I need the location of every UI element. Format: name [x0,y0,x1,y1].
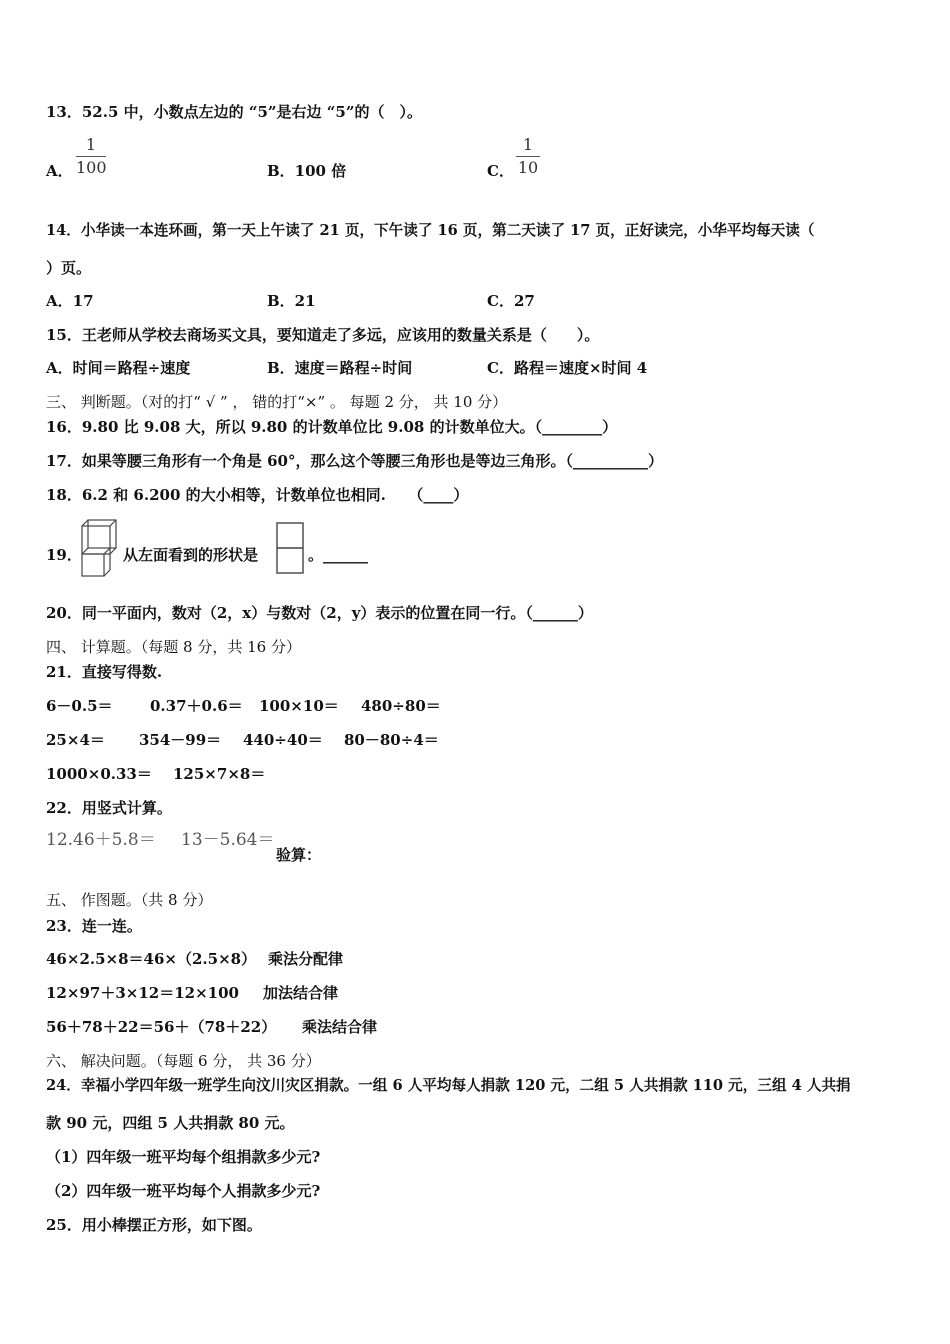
q14-option-c: C．27 [487,292,535,310]
left-view-shape-figure [275,521,305,575]
q22-stem: 22．用竖式计算。 [46,799,172,817]
q23-left-item[interactable]: 12×97＋3×12＝12×100 [46,984,239,1002]
q21-item: 440÷40＝ [243,731,323,749]
q19-number: 19． [46,546,82,564]
q21-item: 125×7×8＝ [173,765,266,783]
fraction-denominator: 10 [517,158,539,177]
q19-text: 从左面看到的形状是 [123,546,259,564]
q23-left-item[interactable]: 56＋78＋22＝56＋（78＋22） [46,1018,277,1036]
q21-item: 354－99＝ [139,731,222,749]
q21-item: 100×10＝ [259,697,339,715]
q13-option-c-fraction [516,136,540,177]
q19-answer-blank[interactable]: 。______ [308,546,369,564]
q22-expression-2: 13－5.64＝ [181,830,275,850]
q21-stem: 21．直接写得数. [46,663,163,681]
fraction-bar [516,156,540,157]
q24-line1: 24．幸福小学四年级一班学生向汶川灾区捐款。一组 6 人平均每人捐款 120 元，二组 5 人共捐款 110 元，三组 4 人共捐 [46,1077,851,1094]
q13-option-a-label: A． [46,162,73,180]
fraction-numerator: 1 [85,135,97,154]
q22-expression-1: 12.46＋5.8＝ [46,830,156,850]
q20: 20．同一平面内，数对（2，x）与数对（2，y）表示的位置在同一行。（______） [46,604,593,622]
q23-right-item[interactable]: 乘法结合律 [302,1018,378,1036]
q13-option-a-fraction [76,136,106,177]
q21-item: 80－80÷4＝ [344,731,439,749]
q21-item: 25×4＝ [46,731,105,749]
q16: 16．9.80 比 9.08 大，所以 9.80 的计数单位比 9.08 的计数单位大。（________） [46,418,618,436]
q24-line2: 款 90 元，四组 5 人共捐款 80 元。 [46,1114,295,1132]
fraction-bar [76,156,106,157]
section-6-heading: 六、 解决问题。（每题 6 分， 共 36 分） [46,1052,321,1070]
fraction-numerator: 1 [522,135,534,154]
section-5-heading: 五、 作图题。（共 8 分） [46,891,213,909]
q23-left-item[interactable]: 46×2.5×8＝46×（2.5×8） [46,950,257,968]
q15-stem: 15．王老师从学校去商场买文具，要知道走了多远，应该用的数量关系是（ ）。 [46,326,600,344]
q14-stem-line1: 14．小华读一本连环画，第一天上午读了 21 页，下午读了 16 页，第二天读了 17 页，正好读完，小华平均每天读（ [46,222,815,239]
q24-sub-1: （1）四年级一班平均每个组捐款多少元? [46,1148,321,1166]
q15-option-a: A．时间＝路程÷速度 [46,359,191,377]
q13-option-b: B．100 倍 [267,162,347,180]
q14-option-a: A．17 [46,292,94,310]
q18: 18．6.2 和 6.200 的大小相等，计数单位也相同. （____） [46,486,469,504]
q14-stem-line2: ）页。 [46,259,92,277]
stacked-cubes-figure [78,518,120,578]
q13-option-c-label: C． [487,162,514,180]
q15-option-c: C．路程＝速度×时间 4 [487,359,648,377]
q13-stem: 13．52.5 中，小数点左边的 “5”是右边 “5”的（ ）。 [46,103,422,121]
q14-option-b: B．21 [267,292,316,310]
q25: 25．用小棒摆正方形，如下图。 [46,1216,262,1234]
q17: 17．如果等腰三角形有一个角是 60°，那么这个等腰三角形也是等边三角形。（__________） [46,452,663,470]
section-3-heading: 三、 判断题。（对的打“ √ ” ， 错的打“×” 。 每题 2 分， 共 10 分） [46,393,508,411]
section-4-heading: 四、 计算题。（每题 8 分，共 16 分） [46,638,301,656]
q23-right-item[interactable]: 加法结合律 [263,984,339,1002]
q23-right-item[interactable]: 乘法分配律 [268,950,344,968]
q23-stem: 23．连一连。 [46,917,142,935]
fraction-denominator: 100 [76,158,107,177]
q21-item: 480÷80＝ [361,697,441,715]
q21-item: 1000×0.33＝ [46,765,152,783]
q15-option-b: B．速度＝路程÷时间 [267,359,413,377]
q21-item: 6－0.5＝ [46,697,113,715]
q24-sub-2: （2）四年级一班平均每个人捐款多少元? [46,1182,321,1200]
q21-item: 0.37＋0.6＝ [150,697,243,715]
q22-check-label: 验算： [276,846,322,864]
